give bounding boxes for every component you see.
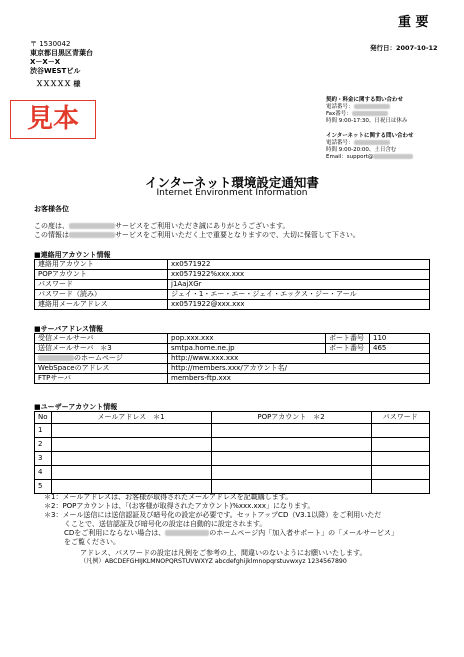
table-row bbox=[35, 290, 430, 300]
table-row bbox=[35, 270, 430, 280]
col-no: No bbox=[35, 412, 52, 424]
redacted-text bbox=[69, 223, 115, 229]
issue-date: 発行日：2007-10-12 bbox=[370, 44, 438, 52]
col-mail: メールアドレス ＊1 bbox=[51, 412, 211, 424]
footer-instruction: アドレス、パスワードの設定は凡例をご参考の上、間違いのないようにお願いいたします。 bbox=[80, 549, 367, 557]
port-label: ポート番号 bbox=[326, 334, 370, 344]
table-row bbox=[35, 374, 430, 384]
greeting-line-2: この情報は サービスをご利用いただく上で重要となりますので、大切に保管して下さい。 bbox=[34, 231, 360, 239]
table-row bbox=[35, 260, 430, 270]
postal-code: 〒 1530042 bbox=[30, 40, 71, 48]
note-2: ＊2：POPアカウントは、「(お客様が取得されたアカウント)%xxx.xxx」になります。 bbox=[44, 502, 315, 510]
sample-stamp: 見本 bbox=[10, 100, 96, 139]
table-row bbox=[35, 354, 430, 364]
row-value: pop.xxx.xxx bbox=[168, 334, 326, 344]
row-label: 連絡用アカウント bbox=[35, 260, 168, 270]
row-value: j1AajXGr bbox=[168, 280, 430, 290]
table-row: 1 bbox=[35, 424, 430, 438]
importance-mark: 重 要 bbox=[398, 15, 429, 30]
note-3d: をご覧ください。 bbox=[64, 538, 120, 546]
row-value: ジェイ・1・エー・エー・ジェイ・エックス・ジー・アール bbox=[168, 290, 430, 300]
row-label: パスワード bbox=[35, 280, 168, 290]
redacted-text bbox=[38, 355, 74, 361]
row-label: 連絡用メールアドレス bbox=[35, 300, 168, 310]
table-row: 2 bbox=[35, 438, 430, 452]
redacted-text bbox=[354, 140, 390, 145]
port-value: 110 bbox=[370, 334, 430, 344]
contact-internet-email: Email：support@ bbox=[326, 154, 413, 161]
port-label: ポート番号 bbox=[326, 344, 370, 354]
table-header-row bbox=[35, 412, 430, 424]
redacted-text bbox=[373, 154, 413, 159]
redacted-text bbox=[69, 232, 115, 238]
contact-internet-title: インターネットに関する問い合わせ bbox=[326, 133, 414, 139]
section-server: ■サーバアドレス情報 bbox=[34, 325, 104, 333]
row-label: WebSpaceのアドレス bbox=[35, 364, 168, 374]
contact-account-table bbox=[34, 259, 430, 310]
contact-billing-title: 契約・料金に関する問い合わせ bbox=[326, 97, 404, 103]
row-value: smtpa.home.ne.jp bbox=[168, 344, 326, 354]
address-line-3: 渋谷WESTビル bbox=[30, 67, 81, 75]
section-user-account: ■ユーザーアカウント情報 bbox=[34, 403, 118, 411]
recipient-name: ＸＸＸＸＸ 様 bbox=[36, 80, 81, 88]
row-value: xx0571922%xxx.xxx bbox=[168, 270, 430, 280]
note-3a: ＊3：メール送信には送信認証及び暗号化の設定が必要です。セットアップCD（V3.1以降）をご利用いただ bbox=[44, 511, 382, 519]
user-account-table bbox=[34, 411, 430, 494]
row-value: http://www.xxx.xxx bbox=[168, 354, 430, 364]
address-line-2: X－X－X bbox=[30, 58, 61, 66]
contact-internet-hours: 時間 9:00-20:00、土日含む bbox=[326, 147, 397, 153]
contact-billing-hours: 時間 9:00-17:30、日祝日は休み bbox=[326, 118, 408, 124]
table-row: 5 bbox=[35, 480, 430, 494]
row-value: http://members.xxx/アカウント名/ bbox=[168, 364, 430, 374]
row-label: パスワード（読み） bbox=[35, 290, 168, 300]
note-1: ＊1：メールアドレスは、お客様が取得されたメールアドレスを記載購します。 bbox=[44, 493, 293, 501]
table-row bbox=[35, 364, 430, 374]
row-value: xx0571922 bbox=[168, 260, 430, 270]
contact-billing-fax: Fax番号： bbox=[326, 111, 388, 118]
col-pass: パスワード bbox=[371, 412, 429, 424]
row-label: のホームページ bbox=[35, 354, 168, 364]
row-value: members-ftp.xxx bbox=[168, 374, 430, 384]
contact-billing-tel: 電話番号： bbox=[326, 104, 390, 111]
row-label: FTPサーバ bbox=[35, 374, 168, 384]
table-row: 4 bbox=[35, 466, 430, 480]
table-row: 3 bbox=[35, 452, 430, 466]
row-value: xx0571922@xxx.xxx bbox=[168, 300, 430, 310]
greeting-line-1: この度は、 サービスをご利用いただき誠にありがとうございます。 bbox=[34, 222, 290, 230]
table-row bbox=[35, 280, 430, 290]
section-contact-account: ■連絡用アカウント情報 bbox=[34, 251, 111, 259]
redacted-text bbox=[354, 104, 390, 109]
server-table bbox=[34, 333, 430, 384]
redacted-text bbox=[165, 530, 209, 536]
document-title: インターネット環境設定通知書 bbox=[145, 175, 319, 190]
note-3c: CDをご利用にならない場合は、 のホームページ内「加入者サポート」の「メールサービス」 bbox=[64, 529, 399, 537]
address-line-1: 東京都目黒区青葉台 bbox=[30, 49, 93, 57]
row-label: 受信メールサーバ bbox=[35, 334, 168, 344]
note-3b: くことで、送信認証及び暗号化の設定は自動的に設定されます。 bbox=[64, 520, 267, 528]
table-row bbox=[35, 344, 430, 354]
contact-internet-tel: 電話番号： bbox=[326, 140, 390, 147]
footer-example: （凡例）ABCDEFGHIJKLMNOPQRSTUVWXYZ abcdefghijklmnopqrstuvwxyz 1234567890 bbox=[80, 558, 347, 565]
table-row bbox=[35, 300, 430, 310]
redacted-text bbox=[352, 111, 388, 116]
salutation: お客様各位 bbox=[34, 205, 69, 213]
document-subtitle: Internet Environment Information bbox=[156, 188, 308, 198]
col-pop: POPアカウント ＊2 bbox=[211, 412, 371, 424]
row-label: 送信メールサーバ ＊3 bbox=[35, 344, 168, 354]
port-value: 465 bbox=[370, 344, 430, 354]
table-row bbox=[35, 334, 430, 344]
row-label: POPアカウント bbox=[35, 270, 168, 280]
